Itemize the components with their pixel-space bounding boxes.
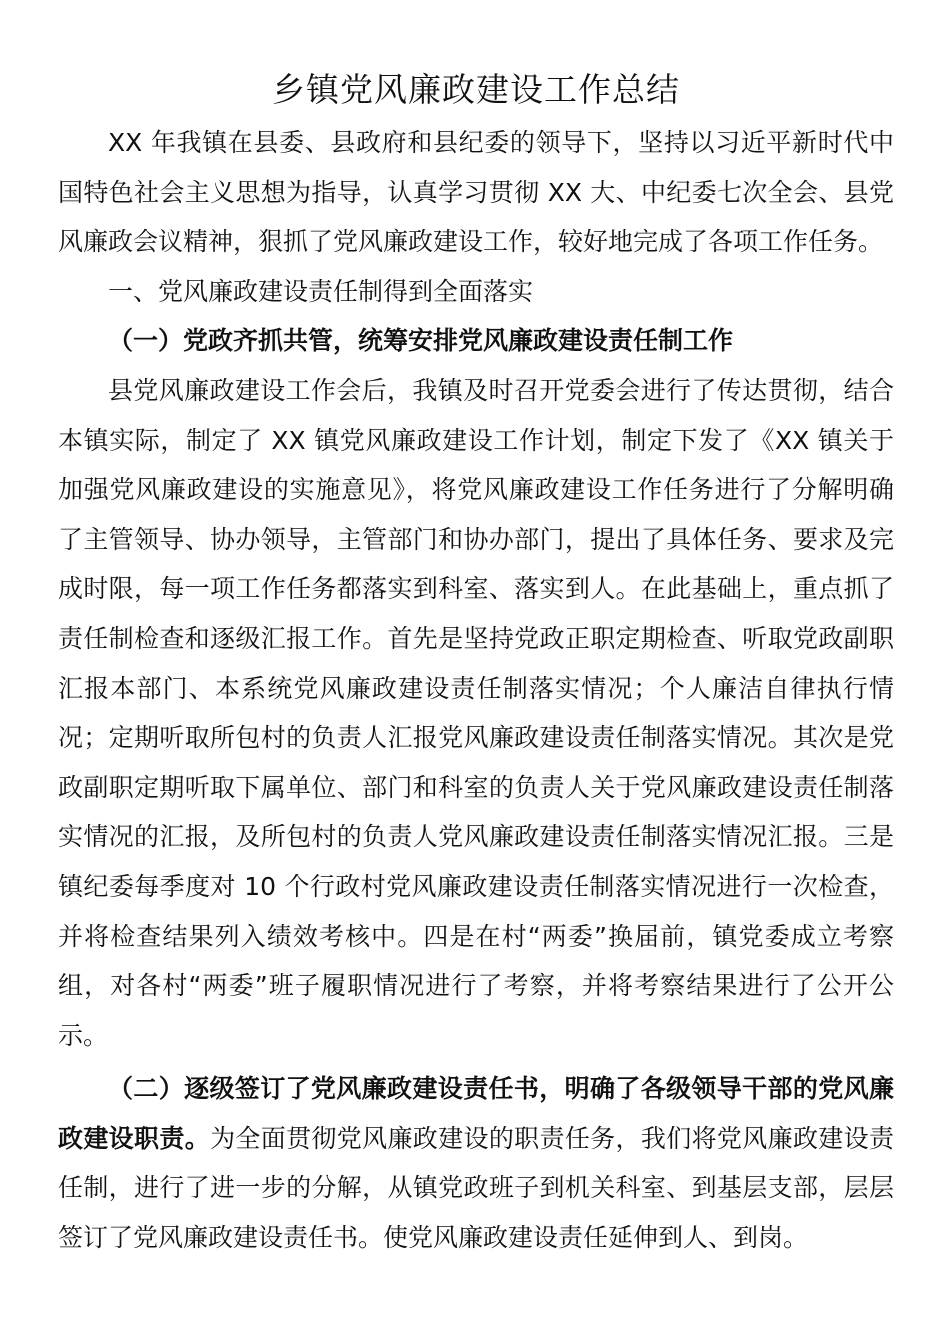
document-page: [58, 62, 894, 1263]
document-title: 乡镇党风廉政建设工作总结: [272, 70, 680, 109]
subsection-2-paragraph: [58, 1064, 894, 1262]
section-1-heading: 一、党风廉政建设责任制得到全面落实: [108, 276, 534, 306]
subsection-1-body: 县党风廉政建设工作会后，我镇及时召开党委会进行了传达贯彻，结合本镇实际，制定了 XX 镇党风廉政建设工作计划，制定下发了《XX 镇关于加强党风廉政建设的实施意见》，将党风廉政建设工作任务进行了分解明确了主管领导、协办领导，主管部门和协办部门，提出了具体任务、要求及完成时限，每一项工作任务都落实到科室、落实到人。在此基础上，重点抓了责任制检查和逐级汇报工作。首先是坚持党政正职定期检查、听取党政副职汇报本部门、本系统党风廉政建设责任制落实情况；个人廉洁自律执行情况；定期听取所包村的负责人汇报党风廉政建设责任制落实情况。其次是党政副职定期听取下属单位、部门和科室的负责人关于党风廉政建设责任制落实情况的汇报，及所包村的负责人党风廉政建设责任制落实情况汇报。三是镇纪委每季度对 10 个行政村党风廉政建设责任制落实情况进行一次检查，并将检查结果列入绩效考核中。四是在村“两委”换届前，镇党委成立考察组，对各村“两委”班子履职情况进行了考察，并将考察结果进行了公开公示。: [58, 375, 894, 1050]
intro-paragraph: XX 年我镇在县委、县政府和县纪委的领导下，坚持以习近平新时代中国特色社会主义思想为指导，认真学习贯彻 XX 大、中纪委七次全会、县党风廉政会议精神，狠抓了党风廉政建设工作，较好地完成了各项工作任务。: [58, 128, 894, 257]
subsection-1-heading: （一）党政齐抓共管，统筹安排党风廉政建设责任制工作: [108, 326, 734, 356]
subsection-2-body: 为全面贯彻党风廉政建设的职责任务，我们将党风廉政建设责任制，进行了进一步的分解，从镇党政班子到机关科室、到基层支部，层层签订了党风廉政建设责任书。使党风廉政建设责任延伸到人、到岗。: [58, 1123, 894, 1253]
subsection-2-heading: （二）逐级签订了党风廉政建设责任书，明确了各级领导干部的党风廉政建设职责。: [58, 1074, 894, 1153]
